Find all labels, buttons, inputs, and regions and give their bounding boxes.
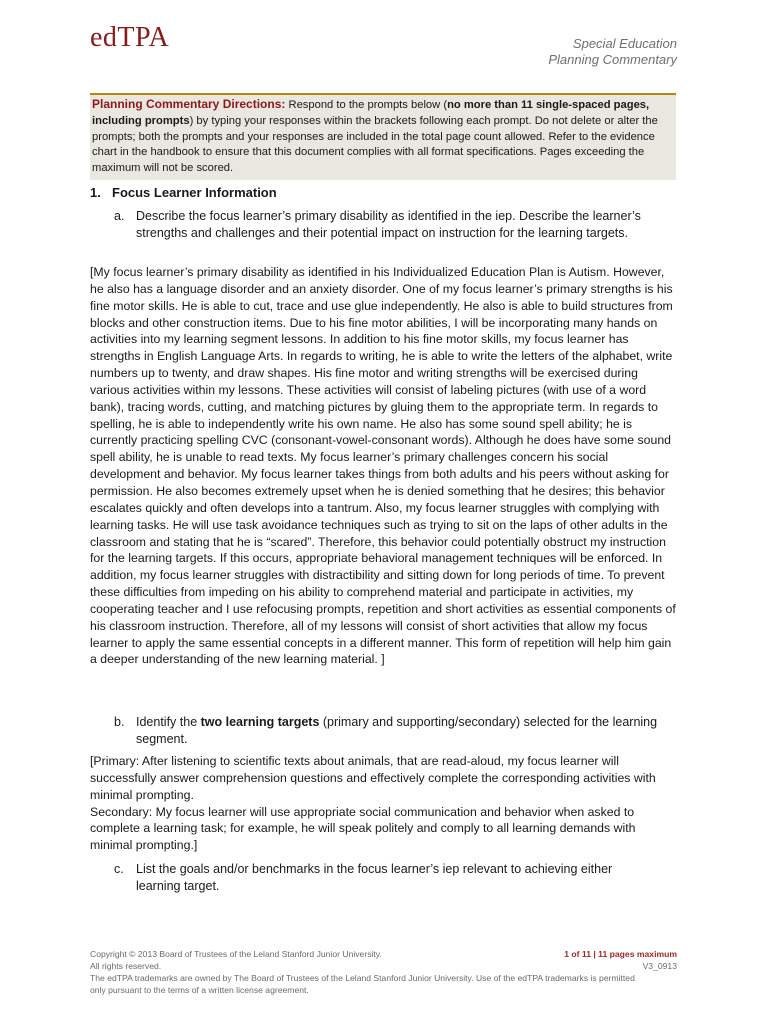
directions-page-limit: no more than 11 single-spaced pages, including prompts xyxy=(92,99,650,127)
directions-text-a: Respond to the prompts below ( xyxy=(285,99,448,111)
subject-label: Special Education xyxy=(572,36,677,51)
section-number: 1. xyxy=(90,185,101,200)
document-title: Planning Commentary xyxy=(548,52,677,67)
response-a: [My focus learner’s primary disability as identified in his Individualized Education Plan is Autism. However, he also has a language disorder and an anxiety disorder. One of my focus learner’s primary strengths is his fine motor skills. He is able to cut, trace and use glue independently. He also is able to build structures from blocks and other construction items. Due to his fine motor abilities, I will be incorporating many hands on activities into my learning segment lessons. In addition to his fine motor skills, my focus learner has strengths in English Language Arts. In regards to writing, he is able to write the letters of the alphabet, write numbers up to twenty, and draw shapes. His fine motor and writing strengths will be exercised during various activities within my lessons. These activities will consist of labeling pictures (with use of a word bank), tracing words, cutting, and matching pictures by gluing them to the appropriate term. In regards to spelling, he is able to independently write his own name. He also has some sound spell ability; he is currently practicing spelling CVC (consonant-vowel-consonant words). Although he does have some sound spell ability, he is unable to read texts. My focus learner’s primary challenges concern his social development and behavior. My focus learner takes things from both adults and his peers without asking for permission. He also becomes extremely upset when he is denied something that he desires; this behavior escalates quickly and often develops into a tantrum. Also, my focus learner struggles with complying with learning tasks. He will use task avoidance techniques such as trying to sit on the laps of other adults in the classroom and stating that he is “scared”. Therefore, this behavior could potentially obstruct my instruction for the learning targets. If this occurs, appropriate behavioral management techniques will be enforced. In addition, my focus learner struggles with distractibility and sitting down for long periods of time. To prevent these difficulties from impeding on his ability to comprehend material and participate in activities, my cooperating teacher and I use refocusing prompts, repetition and short activities as essential components of his classroom instruction. Therefore, all of my lessons will consist of short activities that allow my focus learner to apply the same essential concepts in a different manner. This form of repetition will help him gain a deeper understanding of the new learning material. ] xyxy=(90,265,676,667)
prompt-a xyxy=(114,208,659,242)
prompt-b-letter: b. xyxy=(114,715,125,729)
prompt-b xyxy=(114,714,659,748)
prompt-a-letter: a. xyxy=(114,209,125,223)
page-count: 1 of 11 | 11 pages maximum xyxy=(564,949,677,959)
prompt-a-text: Describe the focus learner’s primary disability as identified in the iep. Describe the learner’s strengths and challenges and their potential impact on instruction for the learning targets. xyxy=(136,209,641,240)
prompt-c-letter: c. xyxy=(114,862,124,876)
prompt-b-text-pre: Identify the xyxy=(136,715,201,729)
section-heading xyxy=(90,185,277,200)
directions-text-b: ) by typing your responses within the brackets following each prompt. Do not delete or alter the prompts; both the prompts and your responses are included in the total page count allowed. Refer to the evidence chart in the handbook to ensure that this document complies with all format specifications. Pages exceeding the maximum will not be scored. xyxy=(92,114,658,175)
directions-box xyxy=(90,93,676,180)
prompt-c xyxy=(114,861,659,895)
version-label: V3_0913 xyxy=(642,961,677,971)
trademark-notice: The edTPA trademarks are owned by The Board of Trustees of the Leland Stanford Junior University. Use of the edTPA trademarks is permitted only pursuant to the terms of a written license agreement. xyxy=(90,973,635,995)
copyright-line: Copyright © 2013 Board of Trustees of the Leland Stanford Junior University. xyxy=(90,949,382,959)
document-type xyxy=(548,36,677,68)
response-b: [Primary: After listening to scientific texts about animals, that are read-aloud, my focus learner will successfully answer comprehension questions and effectively complete the corresponding activities with minimal prompting. Secondary: My focus learner will use appropriate social communication and behavior when asked to complete a learning task; for example, he will speak politely and comply to all learning demands with minimal prompting.] xyxy=(90,754,656,853)
prompt-c-text: List the goals and/or benchmarks in the focus learner’s iep relevant to achieving either learning target. xyxy=(136,862,613,893)
footer-page-info xyxy=(564,948,677,972)
prompt-b-emphasis: two learning targets xyxy=(200,715,320,729)
directions-heading: Planning Commentary Directions: xyxy=(92,97,286,111)
prompt-b-text-post: (primary and supporting/secondary) selected for the learning segment. xyxy=(136,715,658,746)
edtpa-logo: edTPA xyxy=(90,22,170,53)
section-title: Focus Learner Information xyxy=(112,185,277,200)
rights-line: All rights reserved. xyxy=(90,961,162,971)
